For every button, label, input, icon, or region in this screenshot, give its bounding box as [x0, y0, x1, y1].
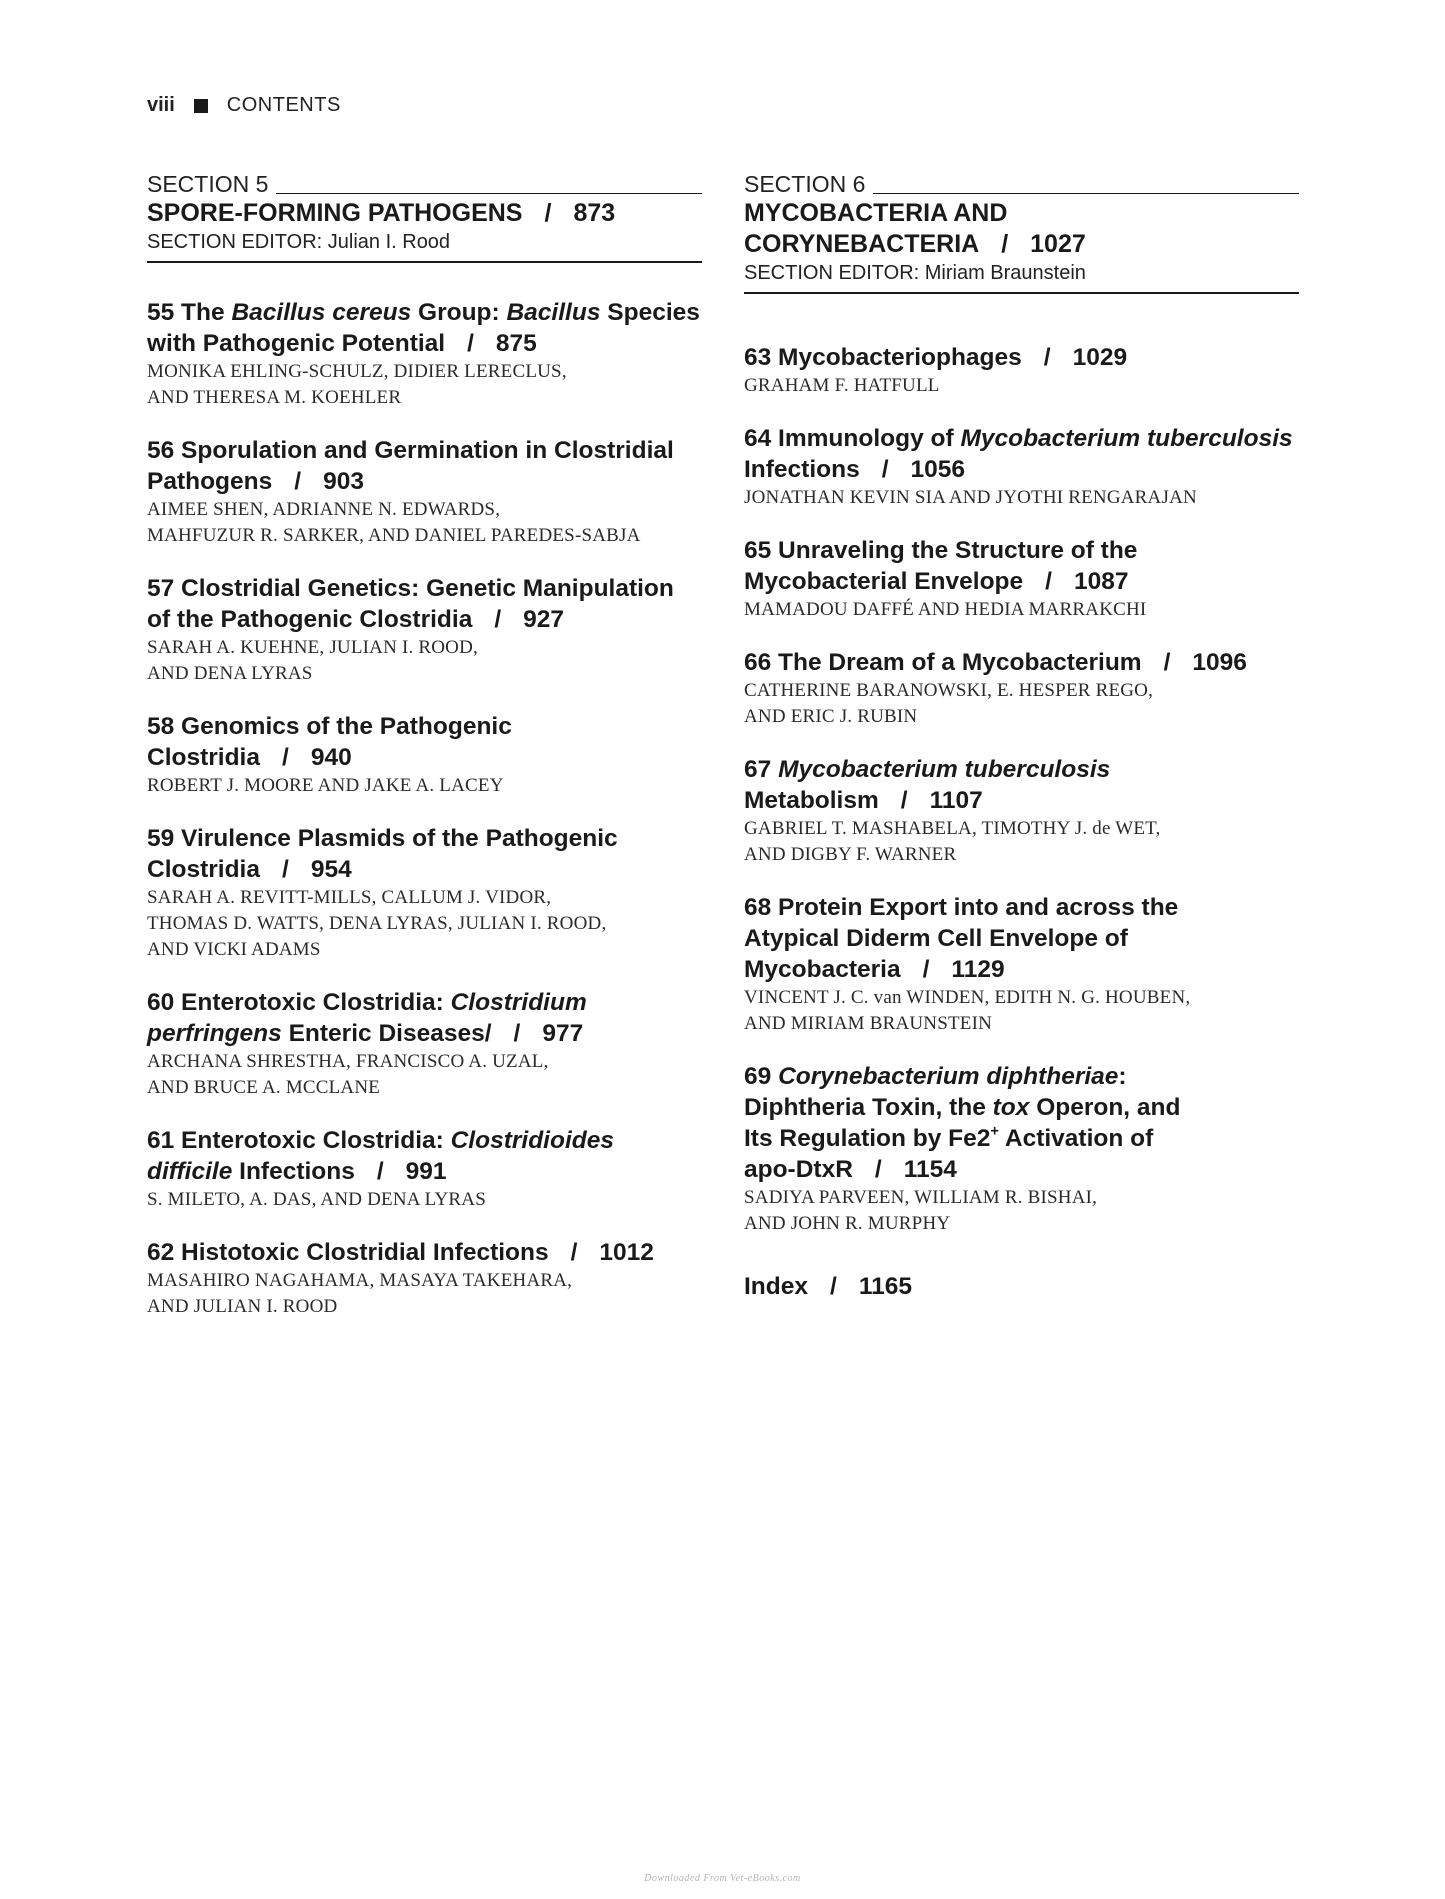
- toc-entry-59[interactable]: [147, 823, 702, 963]
- entry-title: 67 Mycobacterium tuberculosis Metabolism / 1107: [744, 756, 1111, 814]
- right-column: [744, 170, 1299, 1326]
- entry-page: 954: [310, 856, 352, 883]
- entry-page: 1029: [1072, 344, 1128, 371]
- toc-entry-60[interactable]: [147, 987, 702, 1101]
- entry-title: 66 The Dream of a Mycobacterium / 1096: [744, 649, 1247, 676]
- entry-page: 1012: [599, 1239, 654, 1266]
- entry-title: 69 Corynebacterium diphtheriae: Diphtheria Toxin, the tox Operon, and Its Regulation by Fe2+ Activation of apo-DtxR / 1154: [744, 1063, 1181, 1183]
- entry-title: 55 The Bacillus cereus Group: Bacillus Species with Pathogenic Potential / 875: [147, 299, 700, 357]
- entry-title: 64 Immunology of Mycobacterium tuberculosis Infections / 1056: [744, 425, 1293, 483]
- entry-authors: AIMEE SHEN, ADRIANNE N. EDWARDS, MAHFUZUR R. SARKER, AND DANIEL PAREDES-SABJA: [147, 499, 641, 546]
- section-6-title: MYCOBACTERIA AND CORYNEBACTERIA / 1027: [744, 199, 1086, 258]
- section-6-number: SECTION 6: [744, 170, 1299, 198]
- section-5-page: 873: [573, 199, 616, 227]
- section-5-entries: [147, 297, 702, 1320]
- entry-authors: GRAHAM F. HATFULL: [744, 375, 940, 396]
- toc-entry-63[interactable]: [744, 342, 1299, 399]
- entry-authors: CATHERINE BARANOWSKI, E. HESPER REGO, AND ERIC J. RUBIN: [744, 680, 1154, 727]
- entry-page: 1154: [903, 1156, 957, 1183]
- section-5-number: SECTION 5: [147, 170, 702, 198]
- entry-title: 65 Unraveling the Structure of the Mycobacterial Envelope / 1087: [744, 537, 1138, 595]
- toc-entry-62[interactable]: [147, 1237, 702, 1320]
- toc-entry-69[interactable]: [744, 1061, 1299, 1237]
- entry-title: 58 Genomics of the Pathogenic Clostridia / 940: [147, 713, 512, 771]
- toc-entry-56[interactable]: [147, 435, 702, 549]
- entry-page: 1129: [951, 956, 1005, 983]
- section-5-header: [147, 170, 702, 263]
- entry-authors: MASAHIRO NAGAHAMA, MASAYA TAKEHARA, AND JULIAN I. ROOD: [147, 1270, 573, 1317]
- entry-authors: JONATHAN KEVIN SIA AND JYOTHI RENGARAJAN: [744, 487, 1197, 508]
- entry-page: 991: [405, 1158, 447, 1185]
- entry-page: 1056: [910, 456, 966, 483]
- entry-authors: SARAH A. REVITT-MILLS, CALLUM J. VIDOR, THOMAS D. WATTS, DENA LYRAS, JULIAN I. ROOD, AND VICKI ADAMS: [147, 887, 607, 960]
- entry-page: 903: [323, 468, 364, 495]
- running-head-label: CONTENTS: [226, 94, 341, 116]
- entry-title: 62 Histotoxic Clostridial Infections / 1012: [147, 1239, 654, 1266]
- toc-entry-index[interactable]: [744, 1271, 1299, 1302]
- section-rule: [276, 193, 702, 194]
- toc-entry-55[interactable]: [147, 297, 702, 411]
- entry-title: 59 Virulence Plasmids of the Pathogenic Clostridia / 954: [147, 825, 618, 883]
- entry-authors: ROBERT J. MOORE AND JAKE A. LACEY: [147, 775, 504, 796]
- running-head: [147, 94, 341, 117]
- entry-page: 977: [542, 1020, 584, 1047]
- section-6-entries: [744, 342, 1299, 1302]
- toc-entry-66[interactable]: [744, 647, 1299, 730]
- entry-page: 1087: [1073, 568, 1129, 595]
- entry-page: 875: [495, 330, 537, 357]
- section-6-header: [744, 170, 1299, 294]
- toc-entry-57[interactable]: [147, 573, 702, 687]
- entry-authors: SADIYA PARVEEN, WILLIAM R. BISHAI, AND JOHN R. MURPHY: [744, 1187, 1098, 1234]
- entry-title: 57 Clostridial Genetics: Genetic Manipulation of the Pathogenic Clostridia / 927: [147, 575, 674, 633]
- section-6-page: 1027: [1030, 230, 1086, 258]
- entry-title: 61 Enterotoxic Clostridia: Clostridioides difficile Infections / 991: [147, 1127, 614, 1185]
- entry-title: 63 Mycobacteriophages / 1029: [744, 344, 1128, 371]
- entry-authors: MAMADOU DAFFÉ AND HEDIA MARRAKCHI: [744, 599, 1147, 620]
- toc-entry-58[interactable]: [147, 711, 702, 799]
- toc-entry-61[interactable]: [147, 1125, 702, 1213]
- section-5-title: SPORE-FORMING PATHOGENS / 873: [147, 199, 616, 227]
- entry-authors: S. MILETO, A. DAS, AND DENA LYRAS: [147, 1189, 486, 1210]
- entry-page: 1107: [929, 787, 983, 814]
- entry-authors: VINCENT J. C. van WINDEN, EDITH N. G. HOUBEN, AND MIRIAM BRAUNSTEIN: [744, 987, 1191, 1034]
- entry-authors: MONIKA EHLING-SCHULZ, DIDIER LERECLUS, AND THERESA M. KOEHLER: [147, 361, 567, 408]
- entry-title: 60 Enterotoxic Clostridia: Clostridium perfringens Enteric Diseases/ / 977: [147, 989, 587, 1047]
- entry-page: 1165: [858, 1273, 912, 1300]
- toc-entry-67[interactable]: [744, 754, 1299, 868]
- entry-page: 940: [310, 744, 352, 771]
- toc-entry-68[interactable]: [744, 892, 1299, 1037]
- entry-authors: GABRIEL T. MASHABELA, TIMOTHY J. de WET, AND DIGBY F. WARNER: [744, 818, 1161, 865]
- entry-authors: ARCHANA SHRESTHA, FRANCISCO A. UZAL, AND BRUCE A. MCCLANE: [147, 1051, 549, 1098]
- toc-entry-65[interactable]: [744, 535, 1299, 623]
- download-footer: Downloaded From Vet-eBooks.com: [644, 1873, 801, 1884]
- square-bullet-icon: [194, 99, 208, 113]
- entry-page: 927: [523, 606, 565, 633]
- section-5-editor: SECTION EDITOR: Julian I. Rood: [147, 231, 451, 253]
- page-folio: viii: [147, 94, 175, 116]
- entry-authors: SARAH A. KUEHNE, JULIAN I. ROOD, AND DENA LYRAS: [147, 637, 478, 684]
- entry-title: 68 Protein Export into and across the Atypical Diderm Cell Envelope of Mycobacteria / 1129: [744, 894, 1179, 983]
- entry-title: 56 Sporulation and Germination in Clostridial Pathogens / 903: [147, 437, 674, 495]
- section-rule: [873, 193, 1299, 194]
- section-6-editor: SECTION EDITOR: Miriam Braunstein: [744, 262, 1086, 284]
- entry-title: Index / 1165: [744, 1273, 912, 1300]
- entry-page: 1096: [1192, 649, 1247, 676]
- toc-entry-64[interactable]: [744, 423, 1299, 511]
- left-column: [147, 170, 702, 1344]
